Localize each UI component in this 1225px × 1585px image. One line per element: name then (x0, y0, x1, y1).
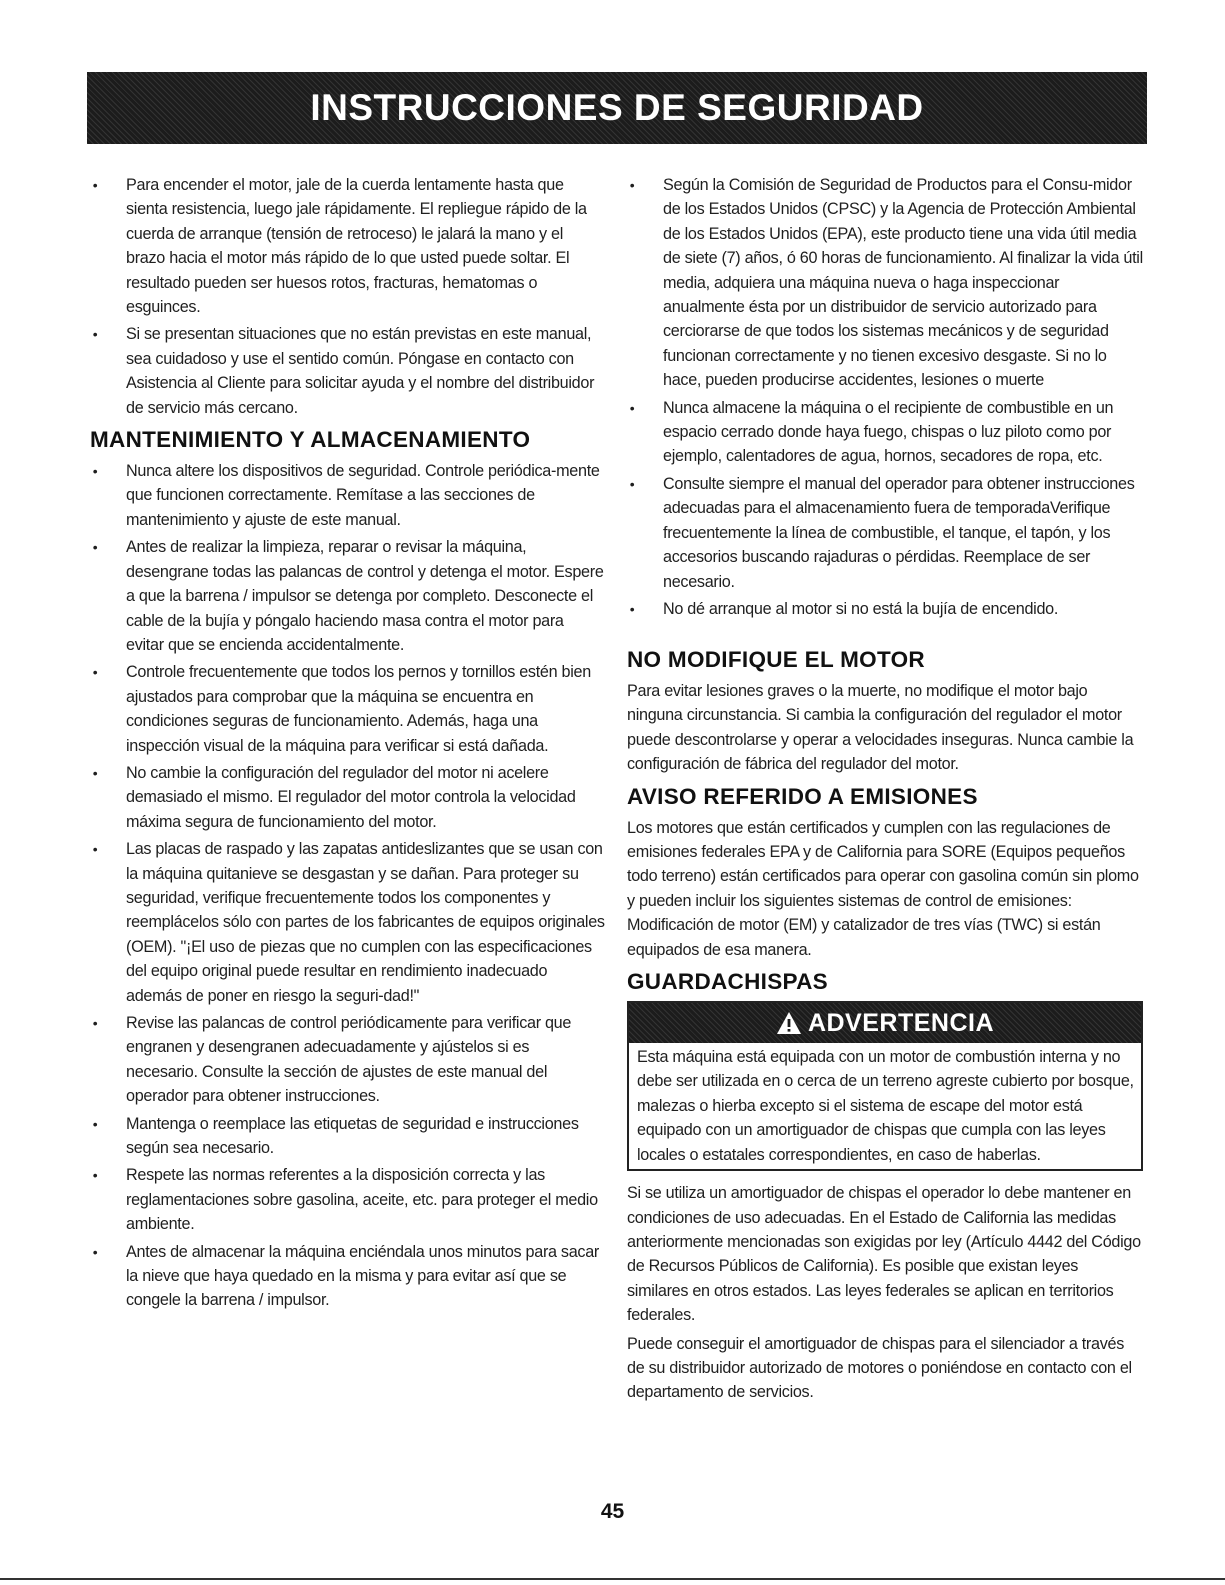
list-item: • Antes de almacenar la máquina enciéndala unos minutos para sacar la nieve que haya quedado en la misma y para evitar así que se congele la barrena / impulsor. (90, 1240, 605, 1313)
list-item: • Si se presentan situaciones que no están previstas en este manual, sea cuidadoso y use el sentido común. Póngase en contacto con Asistencia al Cliente para solicitar ayuda y el nombre del distribuidor de servicio más cercano. (90, 322, 605, 420)
list-item: • Mantenga o reemplace las etiquetas de seguridad e instrucciones según sea necesario. (90, 1112, 605, 1161)
list-item: • Consulte siempre el manual del operador para obtener instrucciones adecuadas para el almacenamiento fuera de temporadaVerifique frecuentemente la línea de combustible, el tanque, el tapón, y los accesorios buscando rajaduras o pérdidas. Reemplace de ser necesario. (627, 472, 1143, 594)
list-item: • Respete las normas referentes a la disposición correcta y las reglamentaciones sobre gasolina, aceite, etc. para proteger el medio ambiente. (90, 1163, 605, 1236)
page-number: 45 (600, 1500, 625, 1523)
left-column (90, 173, 605, 1316)
bullet-icon: • (92, 664, 98, 681)
spark-arrestor-paragraph-2: Puede conseguir el amortiguador de chispas para el silenciador a través de su distribuidor autorizado de motores o poniéndose en contacto con el departamento de servicios. (627, 1334, 1132, 1402)
bullet-icon: • (92, 326, 98, 343)
list-item: • Revise las palancas de control periódicamente para verificar que engranen y desengranen adecuadamente y ajústelos si es necesario. Consulte la sección de ajustes de este manual del operador para obtener instrucciones. (90, 1011, 605, 1109)
maintenance-heading: MANTENIMIENTO Y ALMACENAMIENTO (90, 427, 531, 453)
right-column-top (627, 173, 1143, 624)
list-item: • Las placas de raspado y las zapatas antideslizantes que se usan con la máquina quitanieve se desgastan y se dañan. Para proteger su seguridad, verifique frecuentemente todos los componentes y reemplácelos sólo con partes de los fabricantes de equipos originales (OEM). "¡El uso de piezas que no cumplen con las especificaciones del equipo original puede resultar en rendimiento inadecuado además de poner en riesgo la seguri-dad!" (90, 837, 605, 1008)
warning-title: ADVERTENCIA (807, 1008, 995, 1037)
list-item: • Controle frecuentemente que todos los pernos y tornillos estén bien ajustados para comprobar que la máquina se encuentra en condiciones seguras de funcionamiento. Además, haga una inspección visual de la máquina para verificar si está dañada. (90, 660, 605, 758)
bullet-icon: • (92, 177, 98, 193)
maintenance-list (90, 459, 605, 1313)
list-item: • Para encender el motor, jale de la cuerda lentamente hasta que sienta resistencia, luego jale rápidamente. El repliegue rápido de la cuerda de arranque (tensión de retroceso) le jalará la mano y el brazo hacia el motor más rápido de lo que usted puede soltar. El resultado pueden ser huesos rotos, fracturas, hematomas o esguinces. (90, 173, 605, 319)
bullet-icon: • (629, 600, 635, 617)
list-item: • No dé arranque al motor si no está la bujía de encendido. (627, 597, 1143, 621)
spark-arrestor-paragraph-1: Si se utiliza un amortiguador de chispas el operador lo debe mantener en condiciones de uso adecuadas. En el Estado de California las medidas anteriormente mencionadas son exigidas por ley (Artículo 4442 del Código de Recursos Públicos de California). Es posible que existan leyes similares en otros estados. Las leyes federales se aplican en territorios federales. (627, 1184, 1141, 1325)
storage-list (627, 173, 1143, 621)
motor-paragraph: Para evitar lesiones graves o la muerte, no modifique el motor bajo ninguna circunstancia. Si cambia la configuración del regulador el motor puede descontrolarse y operar a velocidades inseguras. Nunca cambie la configuración de fábrica del regulador del motor. (627, 682, 1134, 774)
bullet-icon: • (92, 1167, 98, 1184)
bullet-icon: • (92, 1115, 98, 1132)
emissions-heading: AVISO REFERIDO A EMISIONES (627, 783, 978, 809)
bullet-icon: • (92, 764, 98, 781)
bullet-icon: • (92, 539, 98, 556)
list-item: • Según la Comisión de Seguridad de Productos para el Consu-midor de los Estados Unidos (CPSC) y la Agencia de Protección Ambiental de los Estados Unidos (EPA), este producto tiene una vida útil media de siete (7) años, ó 60 horas de funcionamiento. Al finalizar la vida útil media, adquiera una máquina nueva o haga inspeccionar anualmente ésta por un distribuidor de servicio autorizado para cerciorarse de que todos los sistemas mecánicos y de seguridad funcionan correctamente y no tienen excesivo desgaste. Si no lo hace, pueden producirse accidentes, lesiones o muerte (627, 173, 1143, 393)
bullet-icon: • (92, 463, 98, 480)
bottom-divider (0, 1578, 1225, 1580)
emissions-paragraph: Los motores que están certificados y cumplen con las regulaciones de emisiones federales EPA y de California para SORE (Equipos pequeños todo terreno) están certificados para operar con gasolina común sin plomo y pueden incluir los siguientes sistemas de control de emisiones: Modificación de motor (EM) y catalizador de tres vías (TWC) si están equipados de esa manera. (627, 818, 1139, 959)
title-banner (87, 72, 1147, 144)
bullet-icon: • (629, 475, 635, 492)
list-item: • Antes de realizar la limpieza, reparar o revisar la máquina, desengrane todas las palancas de control y detenga el motor. Espere a que la barrena / impulsor se detenga por completo. Desconecte el cable de la bujía y póngalo haciendo masa contra el motor para evitar que se encienda accidentalmente. (90, 535, 605, 657)
bullet-icon: • (629, 177, 635, 193)
spark-arrestor-heading: GUARDACHISPAS (627, 969, 828, 995)
list-item: • Nunca altere los dispositivos de seguridad. Controle periódica-mente que funcionen correctamente. Remítase a las secciones de mantenimiento y ajuste de este manual. (90, 459, 605, 532)
intro-list (90, 173, 605, 420)
list-item: • No cambie la configuración del regulador del motor ni acelere demasiado el mismo. El regulador del motor controla la velocidad máxima segura de funcionamiento del motor. (90, 761, 605, 834)
list-item: • Nunca almacene la máquina o el recipiente de combustible en un espacio cerrado donde haya fuego, chispas o luz piloto como por ejemplo, calentadores de agua, hornos, secadores de ropa, etc. (627, 396, 1143, 469)
page-title: INSTRUCCIONES DE SEGURIDAD (310, 87, 924, 128)
bullet-icon: • (92, 1243, 98, 1260)
motor-heading: NO MODIFIQUE EL MOTOR (627, 647, 925, 672)
right-column-bottom (627, 640, 1143, 1409)
bullet-icon: • (92, 841, 98, 858)
warning-box (627, 1001, 1143, 1171)
warning-text: Esta máquina está equipada con un motor de combustión interna y no debe ser utilizada en o cerca de un terreno agreste cubierto por bosque, malezas o hierba excepto si el sistema de escape del motor está equipado con un amortiguador de chispas que cumpla con las leyes locales o estatales correspondientes, en caso de haberlas. (637, 1048, 1134, 1164)
warning-triangle-icon (776, 1011, 802, 1035)
bullet-icon: • (629, 399, 635, 416)
warning-header (629, 1003, 1141, 1043)
bullet-icon: • (92, 1015, 98, 1031)
